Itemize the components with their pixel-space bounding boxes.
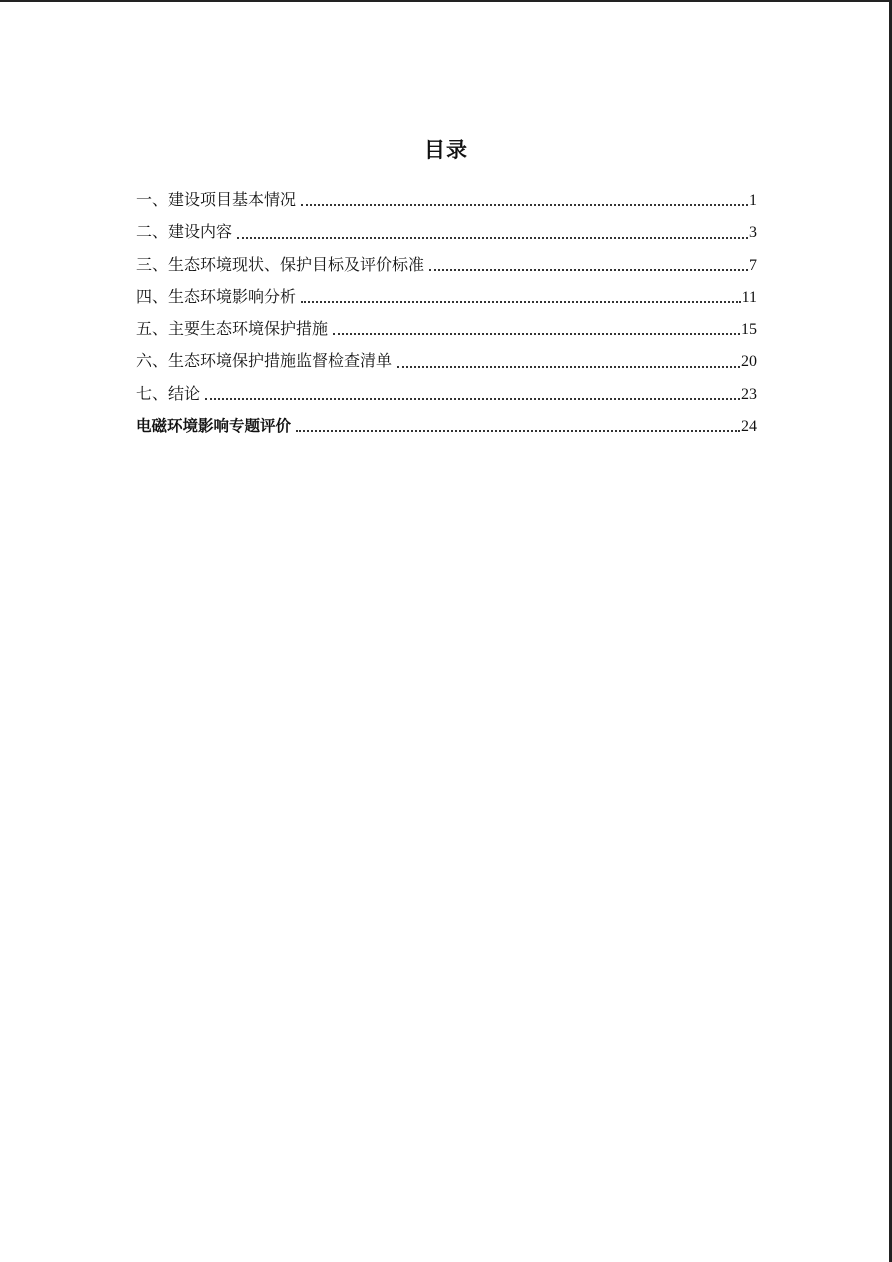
toc-entry-6[interactable]: [136, 347, 757, 379]
toc-entry-2[interactable]: [136, 218, 757, 250]
toc-entry-page: 11: [741, 288, 757, 306]
toc-entry-4[interactable]: [136, 283, 757, 315]
toc-dot-leader: [429, 269, 748, 271]
toc-dot-leader: [333, 333, 740, 335]
toc-entry-label: 一、建设项目基本情况: [136, 190, 297, 209]
toc-dot-leader: [301, 204, 748, 206]
toc-dot-leader: [237, 237, 748, 239]
toc-dot-leader: [205, 398, 740, 400]
toc-entry-page: 1: [749, 192, 757, 209]
toc-entry-label: 四、生态环境影响分析: [136, 286, 297, 306]
toc-entry-page: 15: [741, 321, 757, 339]
toc-entry-page: 7: [749, 256, 757, 274]
toc-entry-label: 电磁环境影响专题评价: [136, 417, 292, 436]
toc-entry-page: 20: [741, 353, 757, 371]
toc-entry-5[interactable]: [136, 315, 757, 347]
toc-entry-page: 3: [749, 224, 757, 242]
toc-entry-7[interactable]: [136, 380, 757, 412]
toc-entry-8[interactable]: [136, 412, 757, 444]
page-top-border: [0, 0, 892, 2]
toc-entry-label: 六、生态环境保护措施监督检查清单: [136, 351, 393, 371]
toc-entry-label: 三、生态环境现状、保护目标及评价标准: [136, 254, 425, 274]
toc-entry-page: 23: [741, 385, 757, 403]
toc-entry-3[interactable]: [136, 251, 757, 283]
toc-title: 目录: [424, 138, 468, 162]
table-of-contents: [136, 186, 757, 444]
toc-entry-label: 七、结论: [136, 383, 201, 403]
toc-entry-page: 24: [741, 418, 757, 436]
toc-entry-label: 五、主要生态环境保护措施: [136, 319, 329, 339]
toc-dot-leader: [397, 366, 740, 368]
toc-entry-label: 二、建设内容: [136, 222, 233, 242]
toc-dot-leader: [296, 430, 740, 432]
toc-entry-1[interactable]: [136, 186, 757, 218]
toc-dot-leader: [301, 301, 741, 303]
